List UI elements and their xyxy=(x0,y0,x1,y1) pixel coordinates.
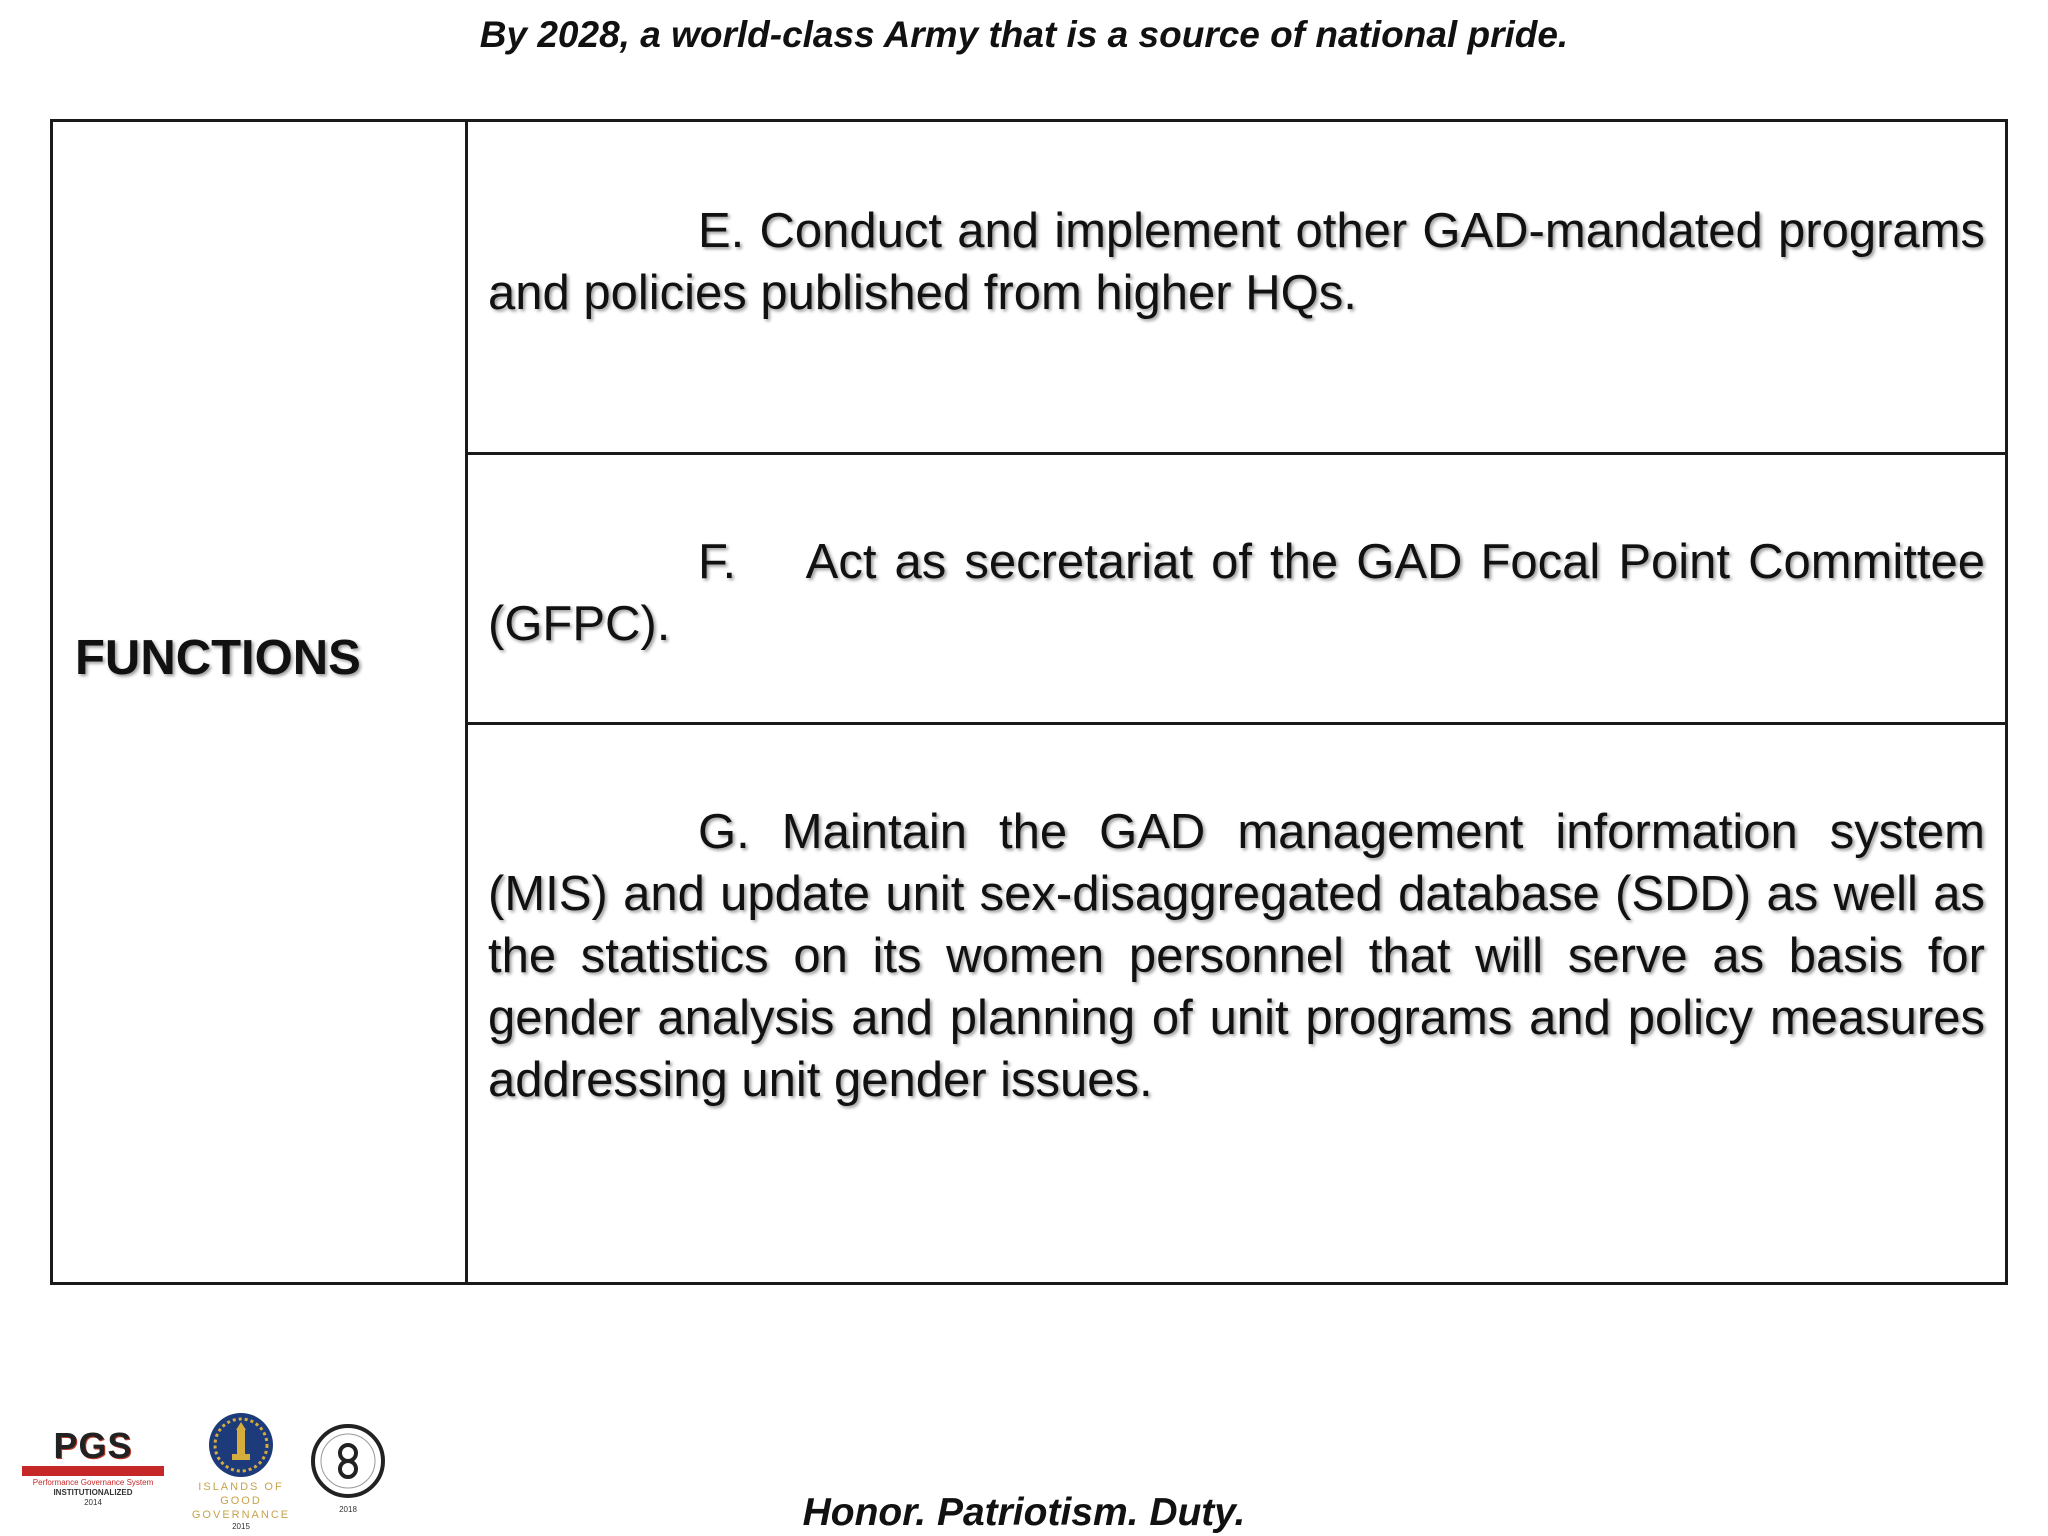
function-item-g xyxy=(468,725,2005,1282)
motto: Honor. Patriotism. Duty. xyxy=(802,1491,1246,1534)
function-item-f-text: F. Act as secretariat of the GAD Focal Point Committee (GFPC). xyxy=(488,535,1999,651)
function-item-g-text: G. Maintain the GAD management information system (MIS) and update unit sex-disaggregated database (SDD) as well as the statistics on its women personnel that will serve as basis for gender analysis and planning of unit programs and policy measures addressing unit gender issues. xyxy=(488,805,1985,1107)
islands-logo-text: ISLANDS OF GOOD GOVERNANCE xyxy=(191,1481,291,1521)
functions-content-column xyxy=(468,122,2005,1282)
functions-label: FUNCTIONS xyxy=(75,631,361,685)
pgs-logo-year: 2014 xyxy=(84,1498,102,1507)
function-item-e xyxy=(468,122,2005,455)
vision-statement: By 2028, a world-class Army that is a source of national pride. xyxy=(479,14,1569,55)
islands-logo-year: 2015 xyxy=(232,1522,250,1531)
pgs-logo-text: PGS xyxy=(53,1425,133,1466)
infinity-ring-icon xyxy=(309,1422,387,1500)
pgs-logo-subtitle: Performance Governance System xyxy=(32,1478,154,1487)
pgs-logo-status: INSTITUTIONALIZED xyxy=(53,1488,133,1497)
pgs-logo-bar xyxy=(22,1466,164,1476)
function-item-e-text: E. Conduct and implement other GAD-mandated programs and policies published from higher HQs. xyxy=(488,204,1985,320)
functions-label-cell xyxy=(53,122,468,1282)
seal-icon xyxy=(206,1410,276,1480)
function-item-f xyxy=(468,455,2005,725)
ring-logo-year: 2018 xyxy=(339,1505,357,1514)
functions-table xyxy=(50,119,2008,1285)
